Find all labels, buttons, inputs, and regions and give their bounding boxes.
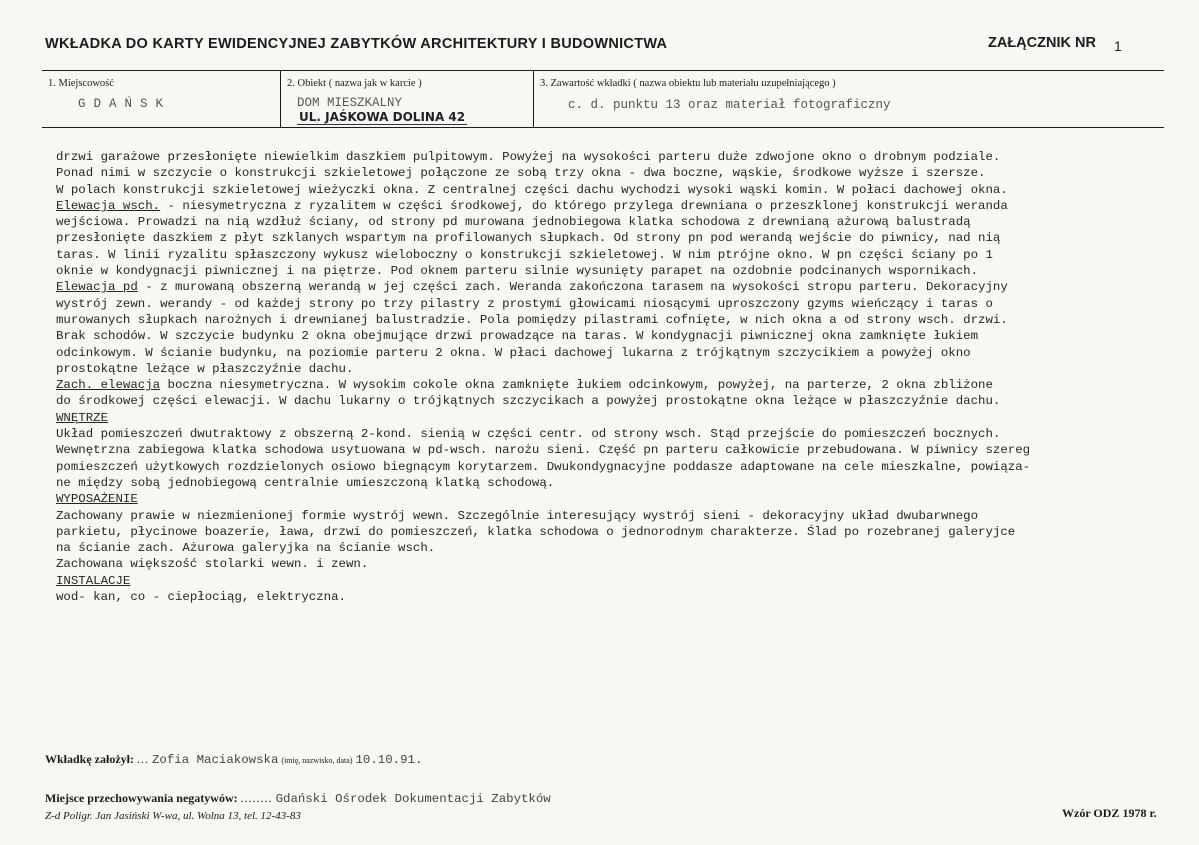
- section-heading: WNĘTRZE: [56, 410, 109, 425]
- body-line: [56, 377, 1176, 393]
- form-title: WKŁADKA DO KARTY EWIDENCYJNEJ ZABYTKÓW ARCHITEKTURY I BUDOWNICTWA: [45, 36, 668, 52]
- section-heading: Zach. elewacja: [56, 378, 161, 393]
- form-template-label: Wzór ODZ 1978 r.: [1062, 806, 1157, 820]
- body-line: [56, 508, 1176, 524]
- body-line: [56, 263, 1176, 279]
- body-line: [56, 491, 1176, 507]
- zalozyl-date: 10.10.91.: [355, 753, 423, 767]
- negatywy-label: Miejsce przechowywania negatywów:: [45, 791, 238, 805]
- body-line: [56, 589, 1176, 605]
- body-line: [56, 573, 1176, 589]
- field-zawartosc-value: c. d. punktu 13 oraz materiał fotograficzny: [568, 98, 891, 112]
- body-line-text: murowanych słupkach narożnych i drewnianej balustradzie. Pola pomiędzy pilastrami cofnięte, w nich okna a od strony wsch. drzwi.: [56, 312, 1008, 327]
- body-line: [56, 182, 1176, 198]
- body-line: [56, 198, 1176, 214]
- body-line: [56, 230, 1176, 246]
- body-line: [56, 345, 1176, 361]
- body-line: [56, 393, 1176, 409]
- body-line-text: boczna niesymetryczna. W wysokim cokole okna zamknięte łukiem odcinkowym, powyżej, na parterze, 2 okna zbliżone: [160, 378, 993, 393]
- section-heading: Elewacja wsch.: [56, 198, 161, 213]
- body-line-text: W polach konstrukcji szkieletowej wieżyczki okna. Z centralnej części dachu wychodzi wysoki wąski komin. W połaci dachowej okna.: [56, 182, 1008, 197]
- body-line-text: - z murowaną obszerną werandą w jej części zach. Weranda zakończona tarasem na wysokości stropu parteru. Dekoracyjny: [137, 280, 1008, 295]
- body-line: [56, 540, 1176, 556]
- negatywy-dots: ........: [240, 791, 273, 805]
- body-line: [56, 556, 1176, 572]
- zalozyl-row: [45, 752, 422, 767]
- body-line-text: drzwi garażowe przesłonięte niewielkim daszkiem pulpitowym. Powyżej na wysokości parteru duże zdwojone okno o drobnym podziale.: [56, 150, 1001, 164]
- section-heading: Elewacja pd: [56, 280, 138, 295]
- zalozyl-value: Zofia Maciakowska: [152, 753, 279, 767]
- section-heading: WYPOSAŻENIE: [56, 492, 138, 507]
- field-miejscowosc: [42, 71, 281, 127]
- body-line-text: Zachowany prawie w niezmienionej formie wystrój wewn. Szczególnie interesujący wystrój sieni - dekoracyjny układ dwubarwnego: [56, 508, 979, 523]
- body-line: [56, 149, 1176, 165]
- body-line-text: Wewnętrzna zabiegowa klatka schodowa usytuowana w pd-wsch. narożu sieni. Część pn parteru całkowicie przebudowana. W piwnicy szereg: [56, 443, 1031, 458]
- field-zawartosc: [534, 71, 1164, 127]
- body-line-text: odcinkowym. W ścianie budynku, na poziomie parteru 2 okna. W płaci dachowej lukarna z trójkątnym szczycikiem a powyżej okno: [56, 345, 971, 360]
- negatywy-value: Gdański Ośrodek Dokumentacji Zabytków: [275, 792, 551, 806]
- field-obiekt-value: DOM MIESZKALNY: [297, 96, 403, 110]
- body-line-text: ne między sobą jednobiegową centralnie umieszczoną klatką schodową.: [56, 475, 555, 490]
- body-line: [56, 426, 1176, 442]
- attachment-number-block: [988, 34, 1122, 54]
- body-line: [56, 279, 1176, 295]
- body-line-text: wejściowa. Prowadzi na nią wzdłuż ściany, od strony pd murowana jednobiegowa klatka schodowa z drewnianą ażurową balustradą: [56, 215, 971, 230]
- description-body: [56, 149, 1176, 605]
- field-miejscowosc-label: 1. Miejscowość: [48, 78, 114, 89]
- body-line: [56, 296, 1176, 312]
- body-line-text: taras. W linii ryzalitu spłaszczony wykusz wieloboczny o konstrukcji szkieletowej. W nim ptrójne okno. W pn części ściany po 1: [56, 247, 993, 262]
- body-line: [56, 247, 1176, 263]
- body-line: [56, 459, 1176, 475]
- body-line: [56, 442, 1176, 458]
- body-line-text: Brak schodów. W szczycie budynku 2 okna obejmujące drzwi prowadzące na taras. W kondygnacji piwnicznej okna zamknięte łukiem: [56, 329, 979, 344]
- body-line-text: Zachowana większość stolarki wewn. i zewn.: [56, 557, 369, 572]
- printer-info: Z-d Poligr. Jan Jasiński W-wa, ul. Wolna 13, tel. 12-43-83: [45, 810, 301, 822]
- body-line: [56, 165, 1176, 181]
- body-line: [56, 214, 1176, 230]
- negatywy-row: [45, 791, 551, 806]
- body-line-text: pomieszczeń użytkowych rozdzielonych osiowo biegnącym korytarzem. Dwukondygnacyjne poddasze adaptowane na cele mieszkalne, powiąza-: [56, 459, 1031, 474]
- field-obiekt-address: UL. JAŚKOWA DOLINA 42: [299, 110, 466, 124]
- zalozyl-hint: (imię, nazwisko, data): [281, 756, 353, 765]
- zalozyl-dots: ...: [137, 752, 149, 766]
- body-line: [56, 524, 1176, 540]
- body-line: [56, 410, 1176, 426]
- body-line-text: Ponad nimi w szczycie o konstrukcji szkieletowej połączone ze sobą trzy okna - dwa boczne, wąskie, środkowe wyższe i szersze.: [56, 166, 986, 181]
- body-line: [56, 312, 1176, 328]
- body-line-text: do środkowej części elewacji. W dachu lukarny o trójkątnych szczycikach a powyżej prostokątne okna leżące w płaszczyźnie dachu.: [56, 394, 1001, 409]
- body-line-text: Układ pomieszczeń dwutraktowy z obszerną 2-kond. sienią w części centr. od strony wsch. Stąd przejście do pomieszczeń bocznych.: [56, 427, 1001, 442]
- attachment-number: 1: [1113, 38, 1122, 54]
- body-line-text: oknie w kondygnacji piwnicznej i na piętrze. Pod oknem parteru silnie wysunięty parapet na ozdobnie podcinanych wspornikach.: [56, 264, 979, 279]
- attachment-label: ZAŁĄCZNIK NR: [988, 35, 1096, 51]
- field-miejscowosc-value: GDAŃSK: [78, 97, 172, 111]
- body-line-text: na ścianie zach. Ażurowa galeryjka na ścianie wsch.: [56, 541, 436, 556]
- body-line-text: przesłonięte daszkiem z płyt szklanych wspartym na profilowanych słupkach. Od strony pn pod werandą wejście do piwnicy, nad nią: [56, 231, 1001, 246]
- body-line-text: - niesymetryczna z ryzalitem w części środkowej, do którego przylega drewniana o przeszklonej konstrukcji weranda: [160, 198, 1008, 213]
- body-line: [56, 361, 1176, 377]
- body-line: [56, 328, 1176, 344]
- header-fields: [42, 70, 1164, 128]
- body-line: [56, 475, 1176, 491]
- body-line-text: wod- kan, co - ciepłociąg, elektryczna.: [56, 590, 346, 605]
- section-heading: INSTALACJE: [56, 573, 131, 588]
- zalozyl-label: Wkładkę założył:: [45, 752, 134, 766]
- field-obiekt: [281, 71, 534, 127]
- body-line-text: prostokątne leżące w płaszczyźnie dachu.: [56, 361, 354, 376]
- body-line-text: wystrój zewn. werandy - od każdej strony po trzy pilastry z prostymi głowicami niosącymi uproszczony gzyms wieńczący i taras o: [56, 296, 993, 311]
- field-zawartosc-label: 3. Zawartość wkładki ( nazwa obiektu lub materiału uzupełniającego ): [540, 78, 836, 89]
- body-line-text: parkietu, płycinowe boazerie, ława, drzwi do pomieszczeń, klatka schodowa o jednorodnym charakterze. Ślad po rozebranej galeryjce: [56, 524, 1016, 539]
- field-obiekt-label: 2. Obiekt ( nazwa jak w karcie ): [287, 78, 422, 89]
